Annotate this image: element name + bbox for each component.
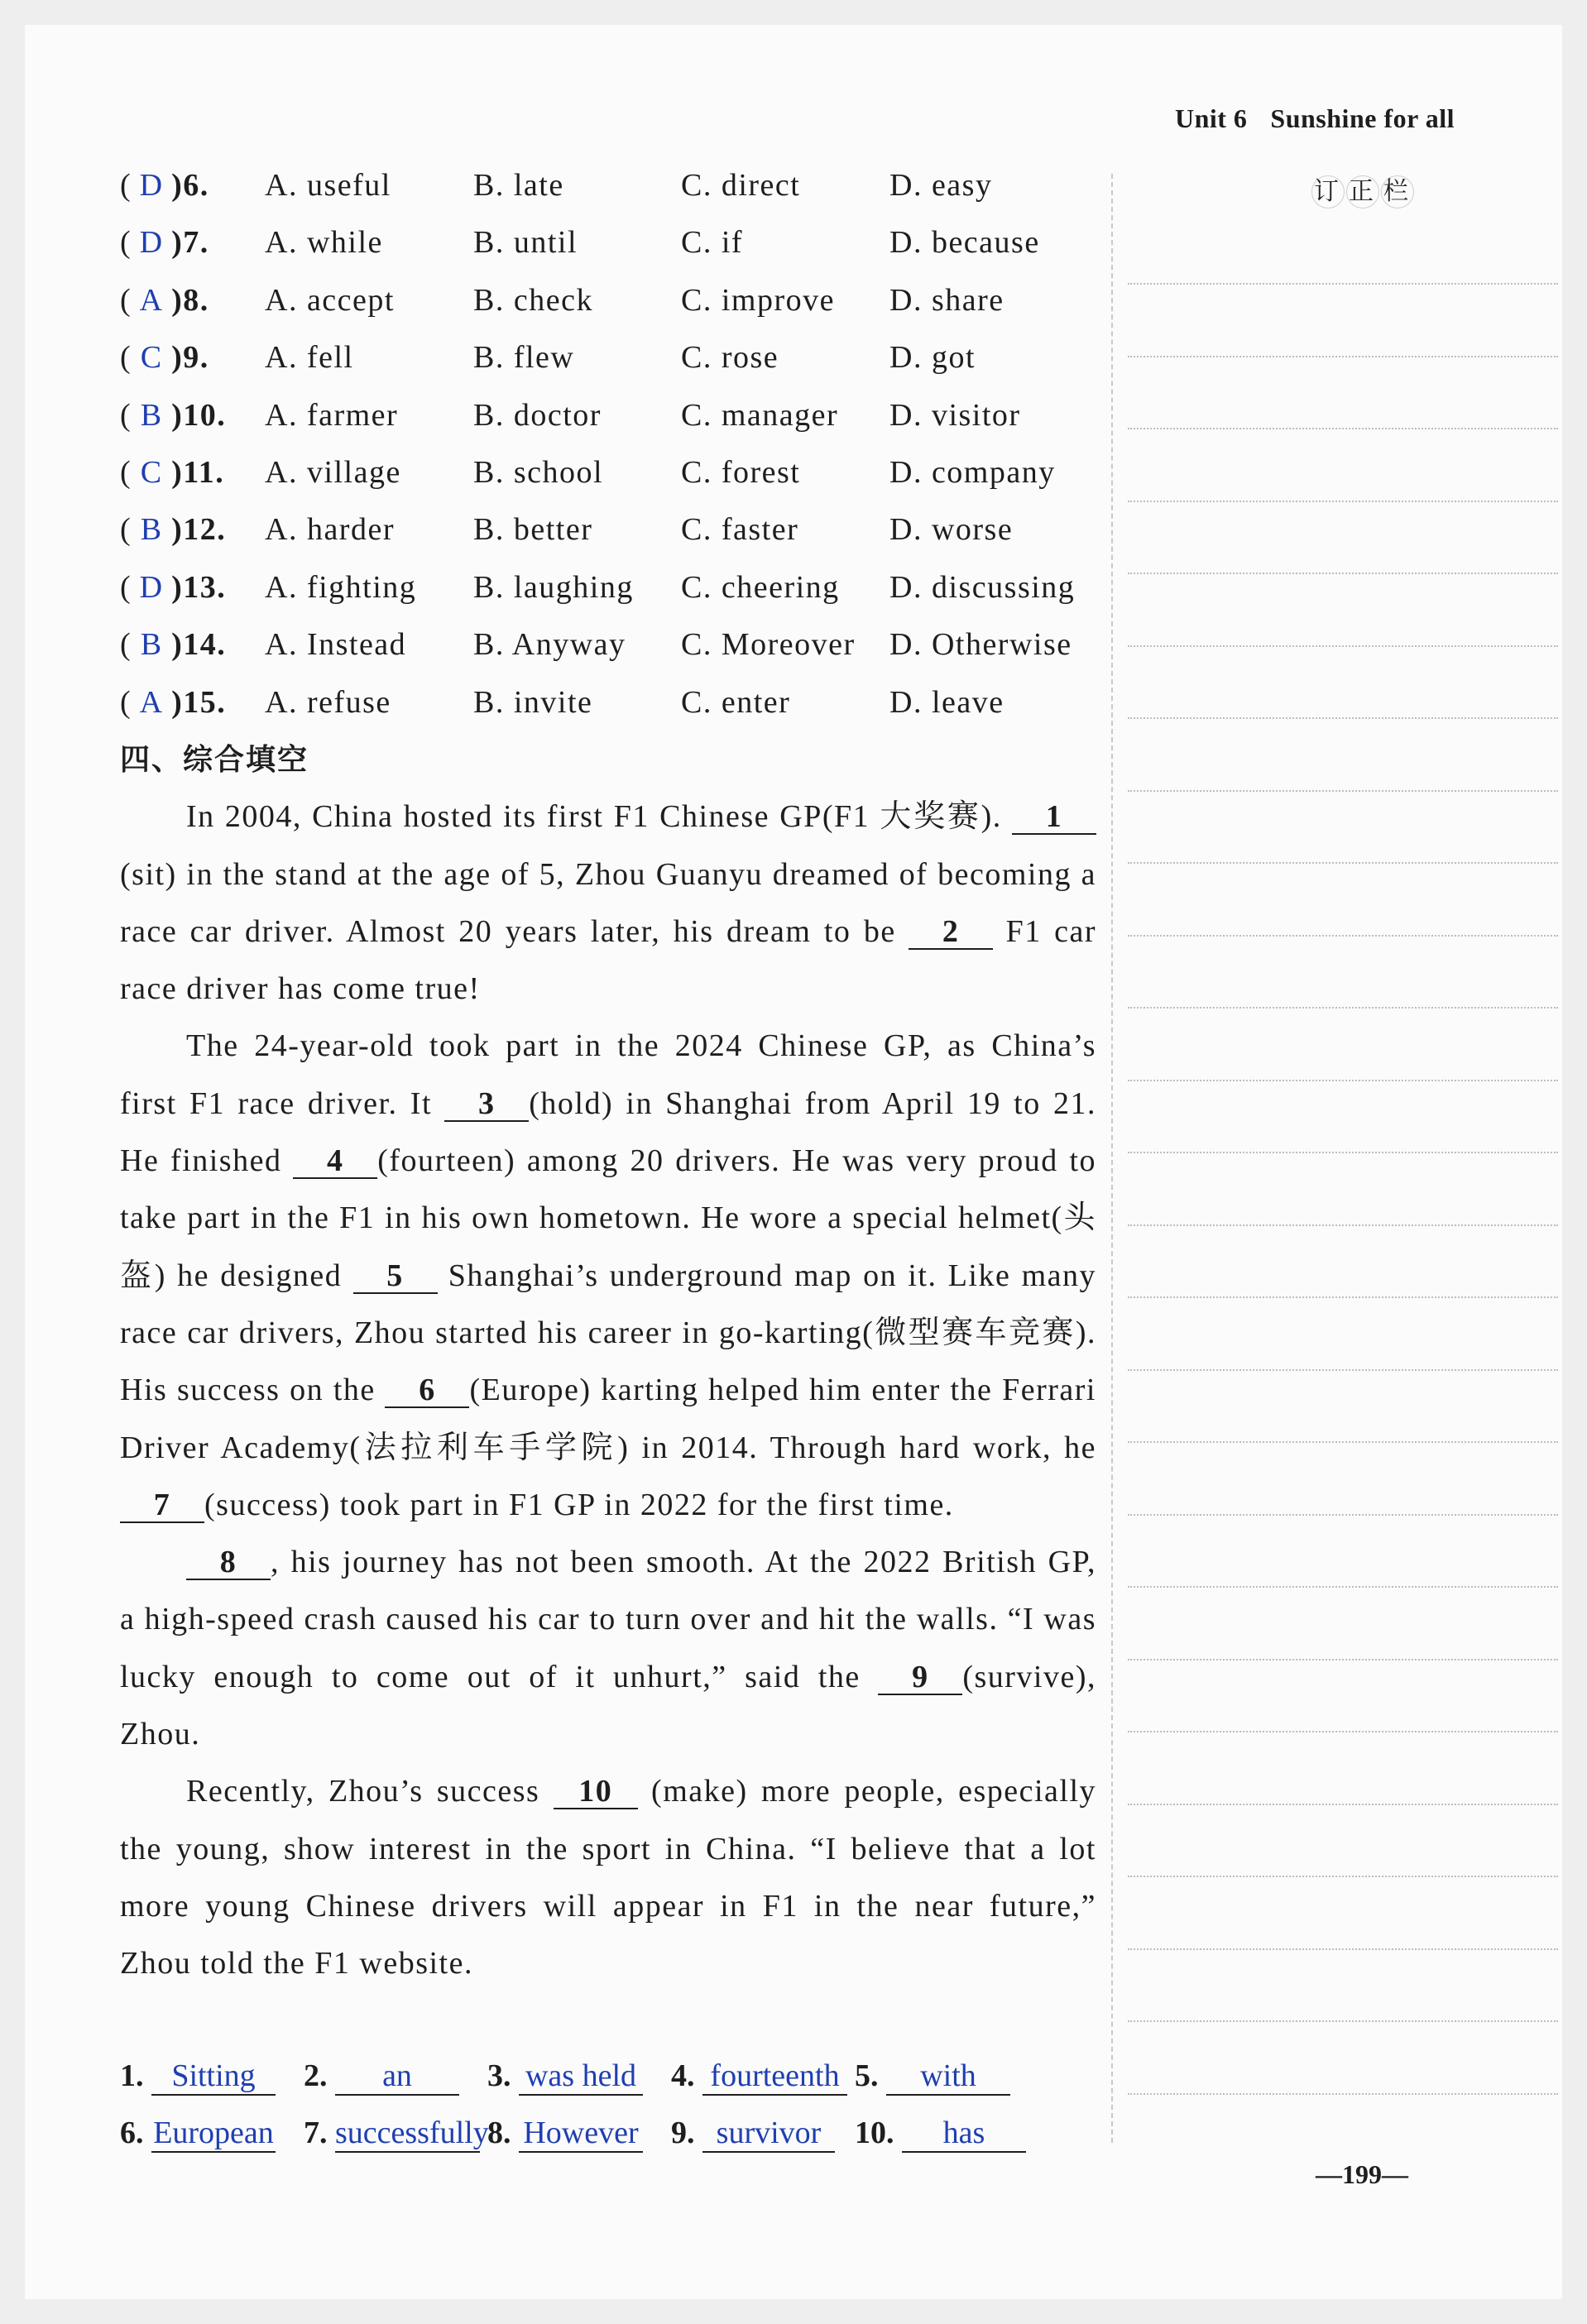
blank-5: 5 <box>353 1259 438 1294</box>
main-column <box>120 157 1096 1993</box>
option-c: C. improve <box>681 282 835 318</box>
option-d: D. easy <box>889 168 993 203</box>
question-row: ( B )14. A. Instead B. Anyway C. Moreover D. Otherwise <box>120 616 1096 673</box>
option-b: B. late <box>473 168 564 203</box>
option-d: D. share <box>889 282 1004 318</box>
question-number: )8. <box>171 282 209 318</box>
option-c: C. if <box>681 225 744 261</box>
ruling-line <box>1128 790 1558 792</box>
answer-value: However <box>519 2115 643 2153</box>
option-d: D. discussing <box>889 569 1076 605</box>
answer-letter: D <box>139 168 164 203</box>
unit-title: Sunshine for all <box>1270 103 1455 133</box>
section-title: 四、综合填空 <box>120 742 309 777</box>
option-a: A. village <box>265 454 401 490</box>
ruling-line <box>1128 1224 1558 1226</box>
passage <box>120 788 1096 1992</box>
option-c: C. cheering <box>681 569 840 605</box>
question-number: )7. <box>171 225 209 261</box>
option-c: C. direct <box>681 168 801 203</box>
ruling-line <box>1128 935 1558 937</box>
answer-letter: B <box>140 627 163 663</box>
ruling-line <box>1128 428 1558 429</box>
paragraph: The 24-year-old took part in the 2024 Chinese GP, as China’s first F1 race driver. It 3 (hold) in Shanghai from April 19 to 21. He finished 4 (fourteen) among 20 drivers. He was very proud to take part in the F1 in his own hometown. He wore a special helmet(头盔) he designed 5 Shanghai’s underground map on it. Like many race car drivers, Zhou started his career in go-karting(微型赛车竞赛). His success on the 6 (Europe) karting helped him enter the Ferrari Driver Academy(法拉利车手学院) in 2014. Through hard work, he 7 (success) took part in F1 GP in 2022 for the first time. <box>120 1028 1097 1522</box>
ruling-line <box>1128 2093 1558 2095</box>
option-c: C. enter <box>681 684 791 720</box>
options-list <box>120 157 1096 731</box>
question-number: )6. <box>171 168 209 203</box>
blank-4: 4 <box>293 1144 377 1179</box>
option-b: B. Anyway <box>473 627 626 663</box>
option-b: B. flew <box>473 340 575 376</box>
ruling-line <box>1128 717 1558 719</box>
ruling-line <box>1128 1876 1558 1877</box>
option-d: D. company <box>889 454 1056 490</box>
ruling-line <box>1128 1152 1558 1153</box>
option-a: A. fighting <box>265 569 417 605</box>
answer-value: successfully <box>335 2115 480 2153</box>
question-number: )9. <box>171 340 209 376</box>
option-a: A. useful <box>265 168 391 203</box>
option-d: D. visitor <box>889 397 1021 433</box>
option-b: B. school <box>473 454 604 490</box>
answer-value: has <box>902 2115 1026 2153</box>
question-row: ( D )7. A. while B. until C. if D. because <box>120 214 1096 271</box>
ruling-line <box>1128 1804 1558 1805</box>
answer-letter: A <box>139 282 164 318</box>
answer-letter: D <box>139 225 164 261</box>
option-b: B. until <box>473 225 578 261</box>
question-number: )14. <box>171 627 227 663</box>
paragraph: 8 , his journey has not been smooth. At the 2022 British GP, a high-speed crash caused his car to turn over and hit the walls. “I was lucky enough to come out of it unhurt,” said the 9 (survive), Zhou. <box>120 1545 1096 1752</box>
question-row: ( A )8. A. accept B. check C. improve D. share <box>120 272 1096 329</box>
blank-10: 10 <box>554 1775 638 1809</box>
unit-label: Unit 6 <box>1174 103 1248 133</box>
blank-9: 9 <box>878 1660 962 1695</box>
option-a: A. harder <box>265 512 395 548</box>
ruling-line <box>1128 501 1558 502</box>
question-row: ( A )15. A. refuse B. invite C. enter D. leave <box>120 674 1096 731</box>
ruling-line <box>1128 573 1558 574</box>
answer-value: survivor <box>702 2115 835 2153</box>
blank-7: 7 <box>120 1488 204 1523</box>
ruling-line <box>1128 1007 1558 1009</box>
answer-value: fourteenth <box>702 2058 847 2096</box>
column-divider <box>1111 174 1113 2143</box>
answer-value: with <box>886 2058 1010 2096</box>
answer-row: 1. Sitting 2. an 3. was held 4. fourteenth 5. with <box>120 2048 1096 2105</box>
answer-key <box>120 2048 1096 2162</box>
ruling-line <box>1128 356 1558 357</box>
option-c: C. forest <box>681 454 801 490</box>
option-d: D. worse <box>889 512 1014 548</box>
ruling-line <box>1128 1369 1558 1371</box>
option-b: B. better <box>473 512 593 548</box>
blank-6: 6 <box>385 1373 469 1408</box>
option-b: B. invite <box>473 684 593 720</box>
option-b: B. laughing <box>473 569 634 605</box>
option-c: C. Moreover <box>681 627 856 663</box>
answer-letter: B <box>140 397 163 433</box>
option-d: D. Otherwise <box>889 627 1072 663</box>
option-a: A. while <box>265 225 383 261</box>
answer-value: was held <box>519 2058 643 2096</box>
question-number: )12. <box>171 512 227 548</box>
question-row: ( D )6. A. useful B. late C. direct D. easy <box>120 157 1096 214</box>
answer-value: European <box>151 2115 276 2153</box>
option-d: D. got <box>889 340 976 376</box>
correction-column <box>1096 157 1560 2143</box>
question-row: ( C )9. A. fell B. flew C. rose D. got <box>120 329 1096 386</box>
ruling-line <box>1128 645 1558 647</box>
option-a: A. refuse <box>265 684 391 720</box>
blank-3: 3 <box>444 1087 529 1122</box>
ruling-line <box>1128 1296 1558 1298</box>
ruling-line <box>1128 862 1558 864</box>
ruling-line <box>1128 1586 1558 1588</box>
option-d: D. leave <box>889 684 1004 720</box>
paragraph: Recently, Zhou’s success 10 (make) more people, especially the young, show interest in the sport in China. “I believe that a lot more young Chinese drivers will appear in F1 in the near future,” Zhou told the F1 website. <box>120 1774 1096 1981</box>
question-row: ( C )11. A. village B. school C. forest D. company <box>120 444 1096 501</box>
ruling-line <box>1128 283 1558 285</box>
answer-letter: B <box>140 512 163 548</box>
page-number: —199— <box>1316 2159 1408 2189</box>
blank-1: 1 <box>1012 800 1096 835</box>
answer-letter: A <box>139 684 164 720</box>
question-row: ( D )13. A. fighting B. laughing C. cheering D. discussing <box>120 559 1096 616</box>
option-c: C. faster <box>681 512 799 548</box>
question-number: )13. <box>171 569 227 605</box>
ruling-line <box>1128 1080 1558 1081</box>
option-d: D. because <box>889 225 1040 261</box>
question-number: )10. <box>171 397 227 433</box>
paragraph: In 2004, China hosted its first F1 Chinese GP(F1 大奖赛). 1(sit) in the stand at the age of 5, Zhou Guanyu dreamed of becoming a race car driver. Almost 20 years later, his dream to be 2 F1 car race driver has come true! <box>120 799 1097 1007</box>
ruling-line <box>1128 1659 1558 1660</box>
option-a: A. accept <box>265 282 395 318</box>
answer-letter: C <box>140 454 163 490</box>
question-number: )11. <box>171 454 225 490</box>
option-a: A. Instead <box>265 627 407 663</box>
question-row: ( B )10. A. farmer B. doctor C. manager D. visitor <box>120 387 1096 444</box>
correction-column-title: 订 正 栏 <box>1311 174 1416 208</box>
answer-letter: C <box>140 340 163 376</box>
option-c: C. rose <box>681 340 779 376</box>
ruling-line <box>1128 1731 1558 1732</box>
answer-value: Sitting <box>151 2058 276 2096</box>
blank-2: 2 <box>909 915 993 950</box>
option-c: C. manager <box>681 397 839 433</box>
option-a: A. farmer <box>265 397 399 433</box>
answer-letter: D <box>139 569 164 605</box>
option-b: B. doctor <box>473 397 602 433</box>
option-b: B. check <box>473 282 593 318</box>
answer-row: 6. European 7. successfully 8. However 9. survivor 10. has <box>120 2105 1096 2162</box>
ruling-line <box>1128 1514 1558 1516</box>
question-row: ( B )12. A. harder B. better C. faster D. worse <box>120 501 1096 558</box>
blank-8: 8 <box>186 1545 271 1580</box>
ruling-line <box>1128 1441 1558 1443</box>
option-a: A. fell <box>265 340 354 376</box>
answer-value: an <box>335 2058 459 2096</box>
ruling-line <box>1128 2020 1558 2022</box>
question-number: )15. <box>171 684 227 720</box>
ruling-line <box>1128 1948 1558 1950</box>
page-header <box>1175 103 1455 134</box>
